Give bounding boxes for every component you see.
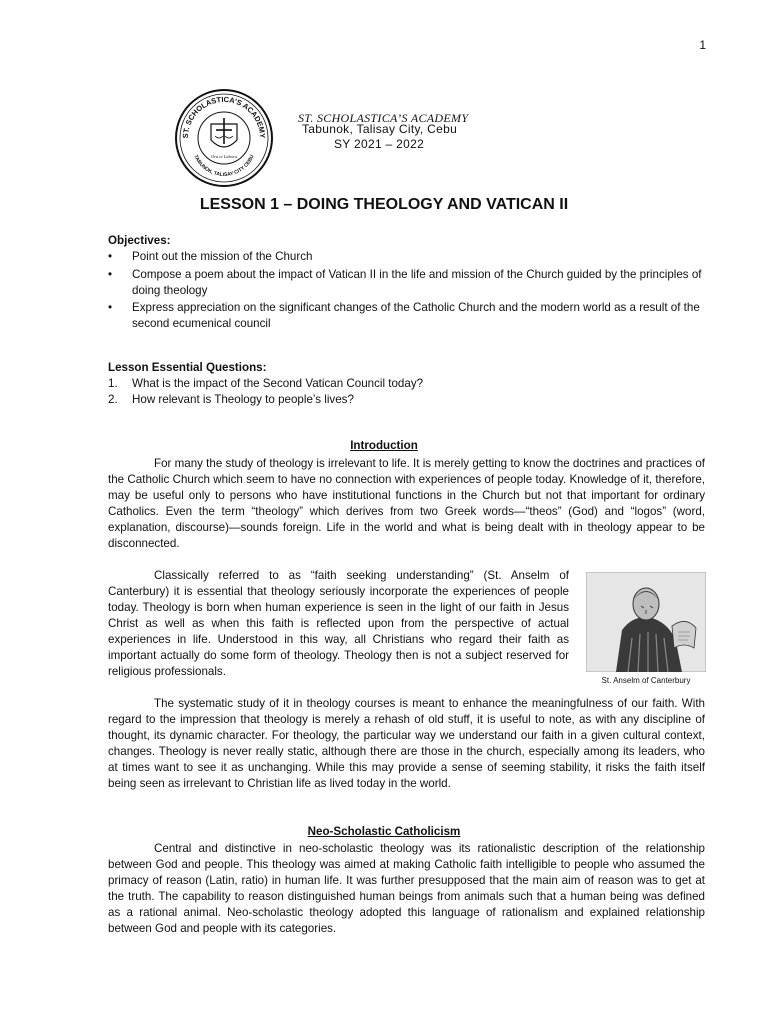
introduction-heading: Introduction [350,439,418,452]
page-number: 1 [699,38,706,52]
objectives-section [108,233,705,332]
lesson-title: LESSON 1 – DOING THEOLOGY AND VATICAN II [199,196,569,213]
introduction-paragraph-2: Classically referred to as “faith seeking understanding” (St. Anselm of Canterbury) it is essential that theology seriously incorporate the experiences of people today. Theology is born when human experience is seen in the light of our faith in Jesus Christ as well as when this faith is reflected upon from the perspective of actual experiences in life. Understood in this way, all Christians who regard their faith as important actually do some form of theology. Theology then is not a subject reserved for religious professionals. [108,569,569,678]
neo-scholastic-paragraph-1: Central and distinctive in neo-scholastic theology was its rationalistic description of the relationship between God and people. This theology was aimed at making Catholic faith intelligible to people who assumed the primacy of reason (Latin, ratio) in human life. It was further presupposed that the main aim of reason was to get at the truth. The capability to reason distinguished human beings from animals such that a human being was defined as a rational animal. Neo-scholastic theology adopted this language of rationalism and explained relationship between God and people with its categories. [108,842,705,935]
essential-questions-title: Lesson Essential Questions: [108,361,267,374]
objectives-title: Objectives: [108,234,171,247]
seal-motto: Ora et Labora [210,154,238,159]
seal-text-bottom: TABUNOK, TALISAY CITY CEBU [192,154,256,179]
objective-item: • Compose a poem about the impact of Vatican II in the life and mission of the Church guided by the principles of doing theology [108,268,702,297]
essential-questions-section [108,360,705,408]
objectives-list [108,249,705,332]
anselm-portrait-caption: St. Anselm of Canterbury [601,676,691,685]
bullet-icon: • [108,250,113,263]
seal-text-top: ST. SCHOLASTICA’S ACADEMY [180,94,268,139]
school-name: ST. SCHOLASTICA’S ACADEMY [298,111,469,125]
objective-item: • Point out the mission of the Church [108,250,313,263]
school-year: SY 2021 – 2022 [334,137,425,151]
question-item: 2. How relevant is Theology to people’s lives? [108,393,354,406]
essential-questions-list [108,376,705,408]
anselm-portrait-figure [586,572,706,685]
introduction-paragraph-1: For many the study of theology is irrelevant to life. It is merely getting to know the doctrines and practices of the Catholic Church which seem to have no connection with experiences of people today. Knowledge of it, therefore, may be useful only to persons who have institutional functions in the Church but not that important for ordinary Catholics. Even the term “theology” which derives from two Greek words—“theos” (God) and “logos” (word, explanation, discourse)—sounds foreign. Life in the world and what is being dealt with in theology appear to be disconnected. [108,457,705,550]
anselm-portrait-image [586,572,706,672]
neo-scholastic-heading: Neo-Scholastic Catholicism [307,825,461,838]
bullet-icon: • [108,268,113,281]
question-item: 1. What is the impact of the Second Vatican Council today? [108,377,424,390]
introduction-paragraph-3: The systematic study of it in theology courses is meant to enhance the meaningfulness of our faith. With regard to the impression that theology is merely a rehash of old stuff, it is useful to note, as with any discipline of thought, its dynamic character. For theology, the particular way we understand our faith in a given cultural context, changes. Theology is never really static, although there are those in the church, especially among its leaders, who at times want to see it as unchanging. While this may provide a sense of seeming stability, it risks the faith itself being seen as irrelevant to Christian life as lived today in the world. [108,697,705,790]
school-address: Tabunok, Talisay City, Cebu [302,122,458,136]
school-seal-logo [174,88,274,188]
objective-item: • Express appreciation on the significant changes of the Catholic Church and the modern world as a result of the second ecumenical council [108,301,700,330]
bullet-icon: • [108,301,113,314]
